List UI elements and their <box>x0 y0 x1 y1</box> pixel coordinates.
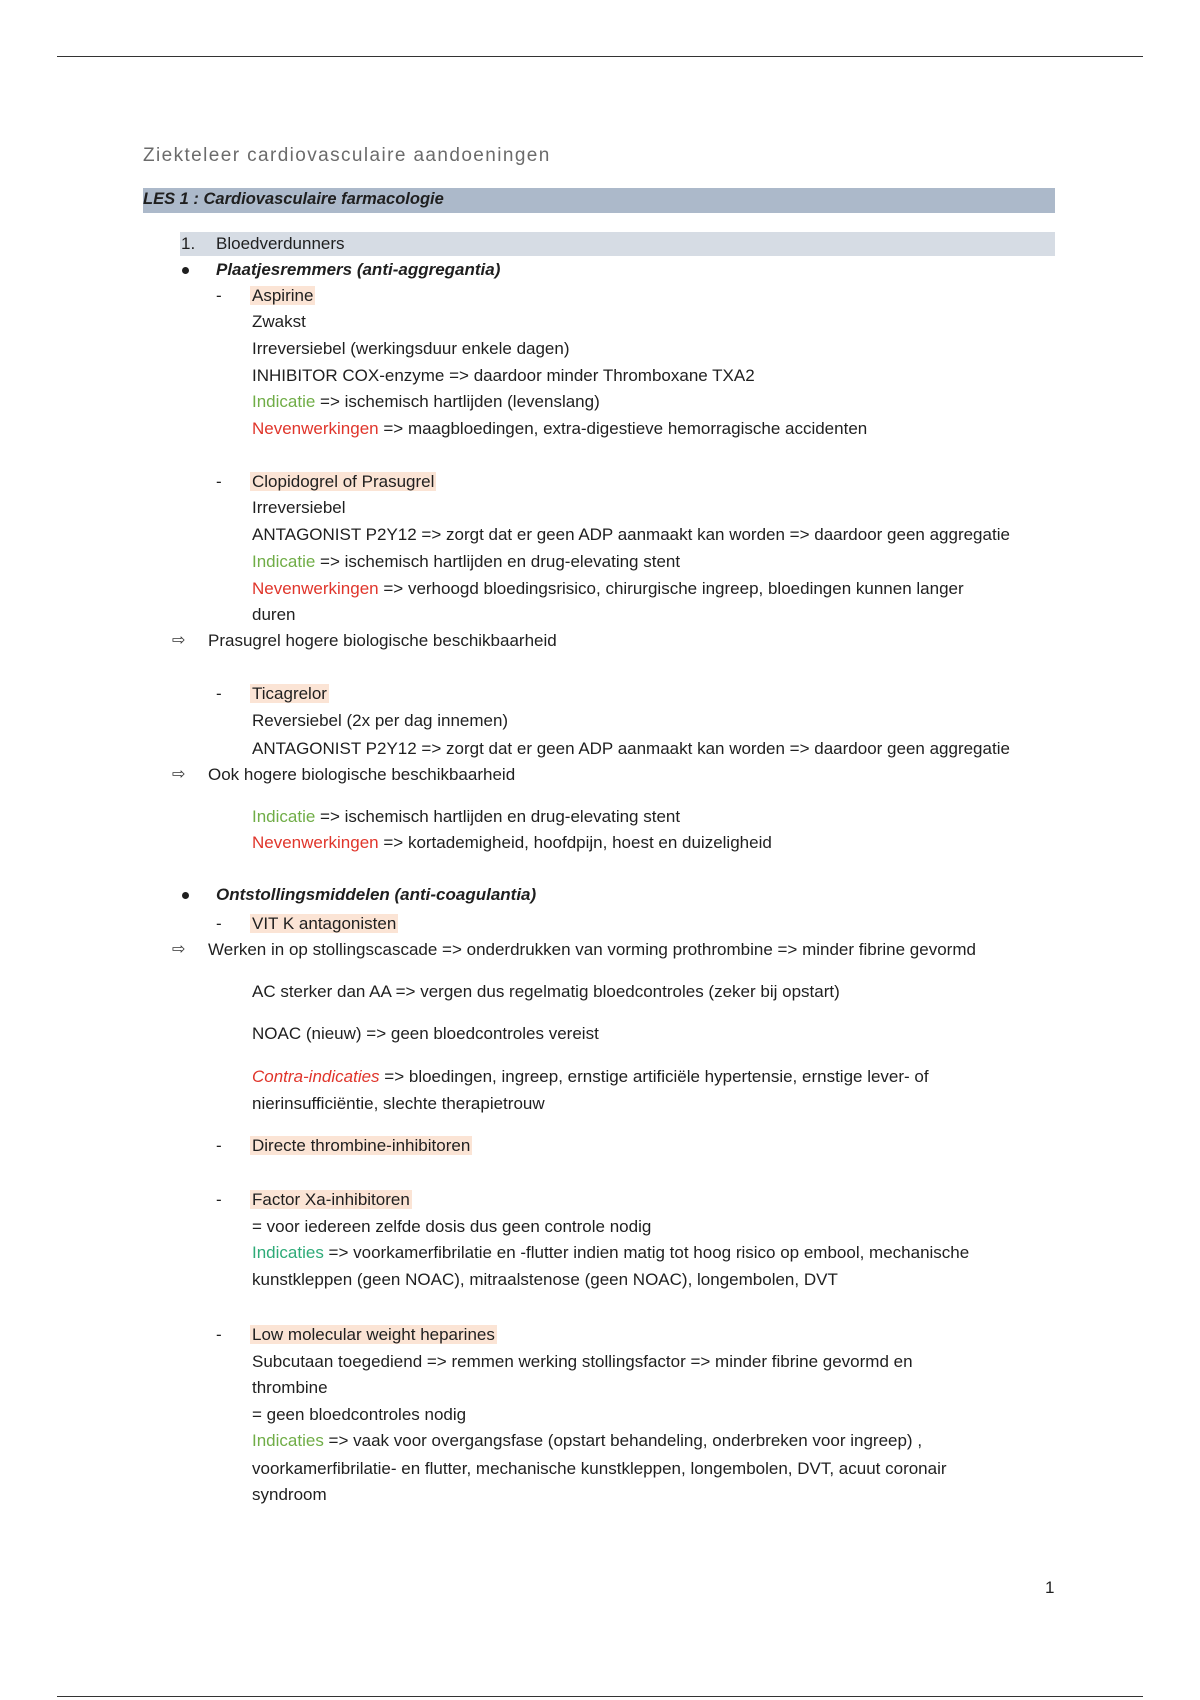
vitk-contra-indicaties: Contra-indicaties => bloedingen, ingreep, ernstige artificiële hypertensie, ernstige lever- of <box>252 1067 929 1086</box>
drug-name-factorxa: Factor Xa-inhibitoren <box>252 1190 410 1209</box>
page-number: 1 <box>1045 1578 1055 1597</box>
factorxa-indicaties: Indicaties => voorkamerfibrilatie en -flutter indien matig tot hoog risico op embool, mechanische <box>252 1243 970 1262</box>
header-rule <box>57 56 1143 57</box>
section-number: 1. <box>181 234 196 253</box>
aspirine-line: INHIBITOR COX-enzyme => daardoor minder Thromboxane TXA2 <box>252 366 755 385</box>
dash-icon: - <box>216 1190 222 1209</box>
drug-name-aspirine: Aspirine <box>252 286 314 305</box>
aspirine-line: Irreversiebel (werkingsduur enkele dagen) <box>252 339 570 358</box>
vitk-note: Werken in op stollingscascade => onderdrukken van vorming prothrombine => minder fibrine gevormd <box>208 940 976 959</box>
section-heading: Bloedverdunners <box>216 234 345 253</box>
lmwh-indicaties-cont: voorkamerfibrilatie- en flutter, mechanische kunstkleppen, longembolen, DVT, acuut coronair <box>252 1459 947 1478</box>
bullet-icon <box>182 267 189 274</box>
aspirine-line: Zwakst <box>252 312 306 331</box>
drug-name-vitk: VIT K antagonisten <box>252 914 397 933</box>
vitk-contra-cont: nierinsufficiëntie, slechte therapietrouw <box>252 1094 545 1113</box>
dash-icon: - <box>216 472 222 491</box>
drug-name-lmwh: Low molecular weight heparines <box>252 1325 495 1344</box>
drug-name-ticagrelor: Ticagrelor <box>252 684 327 703</box>
arrow-icon: ⇨ <box>172 766 186 783</box>
clopidogrel-nevenwerkingen: Nevenwerkingen => verhoogd bloedingsrisico, chirurgische ingreep, bloedingen kunnen langer <box>252 579 964 598</box>
dash-icon: - <box>216 1325 222 1344</box>
lmwh-line: = geen bloedcontroles nodig <box>252 1405 467 1424</box>
ticagrelor-line: ANTAGONIST P2Y12 => zorgt dat er geen ADP aanmaakt kan worden => daardoor geen aggregatie <box>252 739 1010 758</box>
clopidogrel-nevenwerkingen-cont: duren <box>252 605 296 624</box>
ticagrelor-nevenwerkingen: Nevenwerkingen => kortademigheid, hoofdpijn, hoest en duizeligheid <box>252 833 772 852</box>
drug-name-clopidogrel: Clopidogrel of Prasugrel <box>252 472 435 491</box>
lmwh-indicaties-cont: syndroom <box>252 1485 327 1504</box>
footer-rule <box>57 1696 1143 1697</box>
vitk-line: NOAC (nieuw) => geen bloedcontroles vereist <box>252 1024 599 1043</box>
clopidogrel-line: ANTAGONIST P2Y12 => zorgt dat er geen ADP aanmaakt kan worden => daardoor geen aggregatie <box>252 525 1010 544</box>
dash-icon: - <box>216 286 222 305</box>
vitk-line: AC sterker dan AA => vergen dus regelmatig bloedcontroles (zeker bij opstart) <box>252 982 840 1001</box>
aspirine-nevenwerkingen: Nevenwerkingen => maagbloedingen, extra-digestieve hemorragische accidenten <box>252 419 868 438</box>
bullet-icon <box>182 892 189 899</box>
lmwh-indicaties: Indicaties => vaak voor overgangsfase (opstart behandeling, onderbreken voor ingreep) , <box>252 1431 923 1450</box>
ticagrelor-indicatie: Indicatie => ischemisch hartlijden en drug-elevating stent <box>252 807 681 826</box>
aspirine-indicatie: Indicatie => ischemisch hartlijden (levenslang) <box>252 392 600 411</box>
clopidogrel-indicatie: Indicatie => ischemisch hartlijden en drug-elevating stent <box>252 552 681 571</box>
lmwh-line: Subcutaan toegediend => remmen werking stollingsfactor => minder fibrine gevormd en <box>252 1352 913 1371</box>
subheading-plaatjesremmers: Plaatjesremmers (anti-aggregantia) <box>216 260 501 279</box>
ticagrelor-line: Reversiebel (2x per dag innemen) <box>252 711 509 730</box>
lesson-heading: LES 1 : Cardiovasculaire farmacologie <box>143 190 444 208</box>
lmwh-line-cont: thrombine <box>252 1378 328 1397</box>
dash-icon: - <box>216 1136 222 1155</box>
clopidogrel-note: Prasugrel hogere biologische beschikbaarheid <box>208 631 557 650</box>
dash-icon: - <box>216 914 222 933</box>
factorxa-line: = voor iedereen zelfde dosis dus geen controle nodig <box>252 1217 652 1236</box>
arrow-icon: ⇨ <box>172 941 186 958</box>
document-title: Ziekteleer cardiovasculaire aandoeningen <box>143 145 551 166</box>
factorxa-indicaties-cont: kunstkleppen (geen NOAC), mitraalstenose (geen NOAC), longembolen, DVT <box>252 1270 838 1289</box>
dash-icon: - <box>216 684 222 703</box>
clopidogrel-line: Irreversiebel <box>252 498 346 517</box>
ticagrelor-note: Ook hogere biologische beschikbaarheid <box>208 765 516 784</box>
arrow-icon: ⇨ <box>172 632 186 649</box>
drug-name-thrombine: Directe thrombine-inhibitoren <box>252 1136 471 1155</box>
subheading-ontstollingsmiddelen: Ontstollingsmiddelen (anti-coagulantia) <box>216 885 537 904</box>
